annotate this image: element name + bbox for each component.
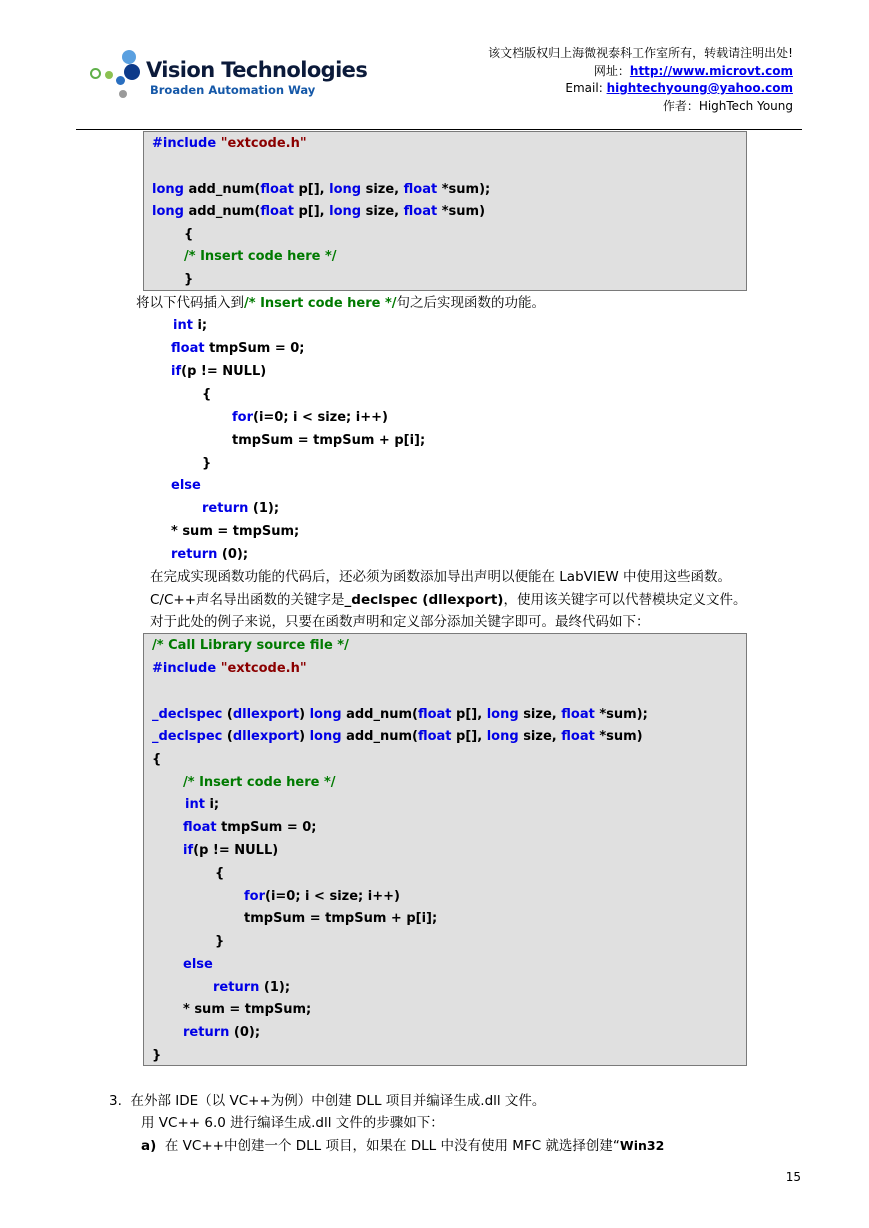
code-line [171, 341, 305, 357]
code-line: } [184, 272, 194, 287]
code-line [232, 433, 425, 449]
code-text: } [152, 1048, 162, 1063]
code-keyword: return [183, 1025, 230, 1040]
code-keyword: else [183, 957, 213, 972]
code-text: size, [518, 707, 562, 722]
code-line [152, 1048, 161, 1064]
code-keyword: _declspec [152, 729, 223, 744]
explanation-keyword: _declspec (dllexport) [344, 592, 504, 608]
code-keyword: _declspec [152, 707, 223, 722]
code-block-2 [143, 633, 747, 1066]
code-text: p[], [293, 182, 330, 197]
code-line [215, 866, 224, 882]
code-keyword: float [260, 182, 294, 197]
code-text: { [202, 387, 212, 402]
explanation-line-2 [150, 591, 746, 609]
code-text: ) [299, 729, 310, 744]
code-string: "extcode.h" [220, 136, 307, 151]
code-text: tmpSum = tmpSum + p[i]; [244, 911, 438, 926]
code-comment: /* Insert code here */ [184, 249, 337, 264]
code-keyword: float [417, 729, 452, 744]
header-divider [76, 129, 802, 130]
code-text: *sum); [437, 182, 491, 197]
code-line [183, 820, 317, 836]
code-text: (1); [259, 980, 291, 995]
code-keyword: float [183, 820, 217, 835]
code-keyword: if [183, 843, 194, 858]
code-keyword: float [403, 204, 438, 219]
website-line [488, 63, 793, 81]
code-text: tmpSum = 0; [216, 820, 317, 835]
code-keyword: long [152, 182, 184, 197]
logo-subtitle: Broaden Automation Way [150, 83, 316, 97]
step-a-bold: Win32 [619, 1138, 665, 1153]
code-keyword: int [173, 318, 193, 333]
code-keyword: else [171, 478, 201, 493]
code-line [152, 752, 161, 768]
code-line [183, 843, 278, 859]
code-keyword: long [329, 182, 362, 197]
code-keyword: float [561, 729, 595, 744]
website-label: 网址： [593, 63, 630, 78]
logo-title: Vision Technologies [146, 58, 368, 82]
code-line [213, 980, 290, 996]
explanation-line-1: 在完成实现函数功能的代码后，还必须为函数添加导出声明以便能在 LabVIEW 中使用这些函数。 [150, 569, 732, 585]
code-line [202, 501, 279, 517]
code-line [244, 911, 437, 927]
code-line [152, 661, 307, 677]
code-keyword: long [309, 707, 342, 722]
code-line [152, 729, 643, 745]
code-text: size, [361, 204, 404, 219]
code-keyword: for [244, 889, 265, 904]
copyright-notice: 该文档版权归上海微视泰科工作室所有，转载请注明出处! [488, 46, 793, 60]
code-text: (i=0; i < size; i++) [265, 889, 400, 904]
code-line [171, 524, 299, 540]
code-keyword: int [185, 797, 205, 812]
code-keyword: dllexport [232, 707, 300, 722]
logo-dot-icon [124, 64, 140, 80]
code-keyword: return [202, 501, 249, 516]
code-text: ( [222, 707, 233, 722]
step-a-text: 在 VC++中创建一个 DLL 项目，如果在 DLL 中没有使用 MFC 就选择创建“ [164, 1138, 620, 1154]
logo-dot-icon [122, 50, 136, 64]
code-line [183, 1002, 311, 1018]
logo-dot-icon [116, 76, 125, 85]
code-line [215, 934, 224, 950]
email-label: Email: [565, 81, 607, 95]
company-logo [88, 48, 368, 104]
code-text: p[], [293, 204, 330, 219]
code-keyword: long [486, 729, 519, 744]
code-line [171, 478, 201, 494]
code-text: } [202, 456, 212, 471]
logo-dot-icon [105, 71, 113, 79]
code-string: "extcode.h" [220, 661, 307, 676]
code-line [152, 182, 490, 198]
code-line [202, 387, 211, 403]
logo-dot-icon [90, 68, 101, 79]
code-line [183, 775, 336, 791]
step-3 [109, 1092, 545, 1110]
code-text: p[], [451, 729, 487, 744]
code-text: *sum) [594, 729, 643, 744]
code-line [183, 957, 213, 973]
code-keyword: float [171, 341, 205, 356]
code-line [202, 456, 211, 472]
instruction-code: /* Insert code here */ [244, 296, 397, 311]
explanation-text: ，使用该关键字可以代替模块定义文件。 [503, 592, 747, 608]
step-text: 在外部 IDE（以 VC++为例）中创建 DLL 项目并编译生成.dll 文件。 [130, 1093, 546, 1109]
instruction-before: 将以下代码插入到 [136, 295, 244, 311]
header-info [488, 45, 793, 115]
logo-dot-icon [119, 90, 127, 98]
code-keyword: return [213, 980, 260, 995]
code-text: } [215, 934, 225, 949]
code-text: i; [204, 797, 220, 812]
code-line [152, 638, 349, 654]
code-text: p[], [451, 707, 487, 722]
code-keyword: float [417, 707, 452, 722]
instruction-text [136, 294, 545, 312]
code-text: *sum) [437, 204, 486, 219]
code-text: (p != NULL) [193, 843, 279, 858]
code-keyword: long [152, 204, 184, 219]
code-keyword: float [561, 707, 595, 722]
code-line [185, 797, 219, 813]
code-line [232, 410, 388, 426]
code-text: (1); [248, 501, 280, 516]
code-line [173, 318, 207, 334]
code-line [183, 1025, 260, 1041]
code-text: add_num( [341, 707, 418, 722]
page-number: 15 [785, 1170, 801, 1184]
code-line [244, 889, 400, 905]
step-3-sub: 用 VC++ 6.0 进行编译生成.dll 文件的步骤如下： [141, 1115, 444, 1131]
code-keyword: #include [152, 136, 217, 151]
code-text: add_num( [183, 204, 261, 219]
code-line [171, 364, 266, 380]
code-text: tmpSum = tmpSum + p[i]; [232, 433, 426, 448]
code-line [171, 547, 248, 563]
explanation-line-3: 对于此处的例子来说，只要在函数声明和定义部分添加关键字即可。最终代码如下： [150, 614, 650, 630]
code-keyword: #include [152, 661, 217, 676]
step-a-label: a) [141, 1138, 157, 1154]
code-text: * sum = tmpSum; [171, 524, 300, 539]
code-text: i; [192, 318, 208, 333]
code-keyword: long [329, 204, 362, 219]
code-text: ( [222, 729, 233, 744]
code-keyword: float [403, 182, 438, 197]
code-text: * sum = tmpSum; [183, 1002, 312, 1017]
author-line: 作者：HighTech Young [662, 98, 793, 113]
code-keyword: return [171, 547, 218, 562]
website-link[interactable]: http://www.microvt.com [629, 63, 793, 78]
code-text: add_num( [183, 182, 261, 197]
code-comment: /* Call Library source file */ [152, 638, 349, 653]
step-3-a [141, 1137, 664, 1155]
code-text: { [152, 752, 162, 767]
code-comment: /* Insert code here */ [183, 775, 336, 790]
code-keyword: for [232, 410, 253, 425]
code-text: size, [518, 729, 562, 744]
code-text: tmpSum = 0; [204, 341, 305, 356]
code-text: (i=0; i < size; i++) [253, 410, 388, 425]
code-block-1 [143, 131, 747, 291]
code-line [152, 204, 485, 220]
code-keyword: long [486, 707, 519, 722]
email-link[interactable]: hightechyoung@yahoo.com [606, 81, 793, 95]
step-number: 3. [109, 1093, 122, 1109]
code-text: ) [299, 707, 310, 722]
code-keyword: if [171, 364, 182, 379]
code-keyword: long [309, 729, 342, 744]
code-text: size, [361, 182, 404, 197]
code-line [152, 707, 648, 723]
code-text: *sum); [594, 707, 648, 722]
code-line: { [184, 227, 194, 242]
code-text: (0); [217, 547, 249, 562]
code-text: { [215, 866, 225, 881]
code-keyword: dllexport [232, 729, 300, 744]
code-keyword: float [260, 204, 294, 219]
code-line [152, 136, 307, 152]
code-text: (0); [229, 1025, 261, 1040]
explanation-text: C/C++声名导出函数的关键字是 [150, 592, 345, 608]
code-text: (p != NULL) [181, 364, 267, 379]
instruction-after: 句之后实现函数的功能。 [396, 295, 546, 311]
code-text: add_num( [341, 729, 418, 744]
email-line [488, 80, 793, 98]
